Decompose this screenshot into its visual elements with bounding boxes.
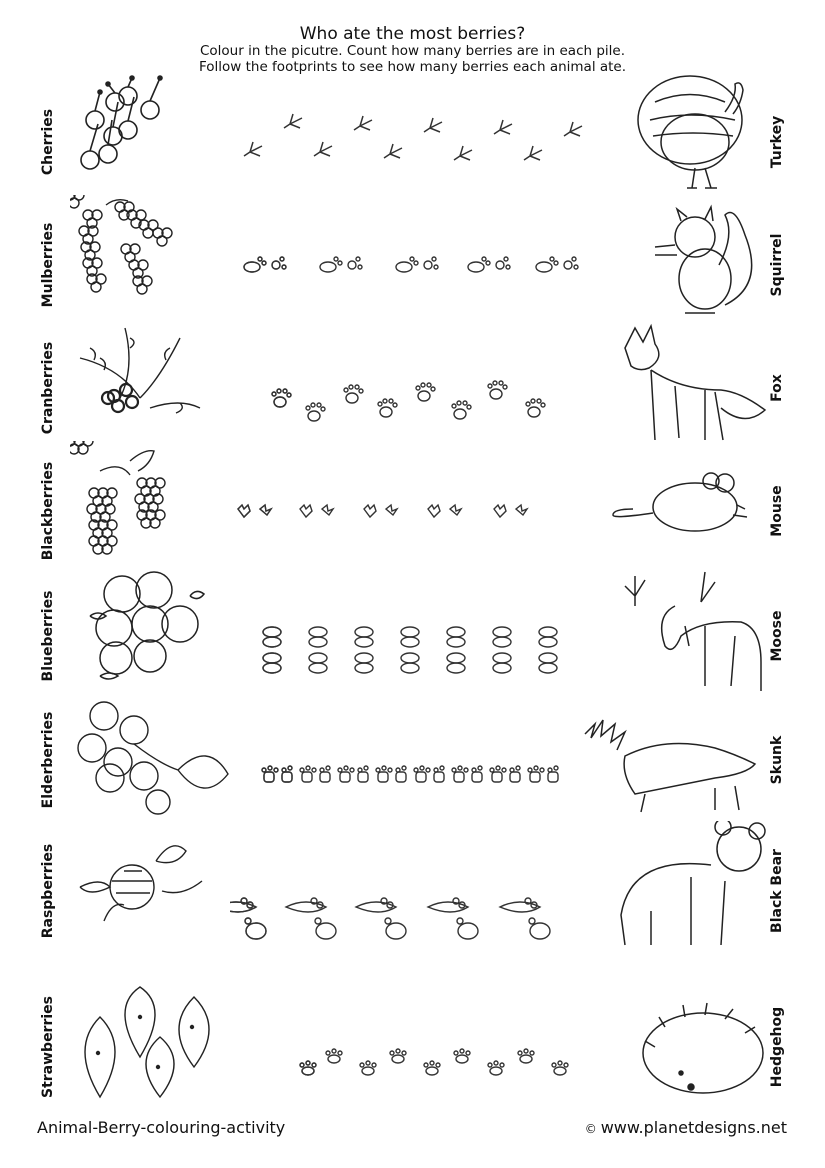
footer-website-text: www.planetdesigns.net: [600, 1118, 787, 1137]
blackbear-illustration: [555, 821, 770, 946]
cranberries-illustration: [70, 318, 235, 443]
mouse-footprints: [230, 441, 590, 566]
skunk-footprints: [230, 690, 590, 815]
copyright-icon: ©: [584, 1122, 597, 1136]
blackberries-illustration: [70, 441, 235, 566]
squirrel-footprints: [230, 195, 590, 320]
mulberries-illustration: [70, 195, 235, 320]
hedgehog-illustration: [555, 977, 770, 1102]
row-cranberries-fox: [0, 318, 825, 443]
mouse-illustration: [555, 441, 770, 566]
row-blackberries-mouse: [0, 441, 825, 566]
label-fox: Fox: [769, 374, 785, 402]
raspberries-illustration: [70, 821, 235, 946]
row-mulberries-squirrel: [0, 195, 825, 320]
cherries-illustration: [70, 72, 235, 197]
row-blueberries-moose: [0, 566, 825, 691]
turkey-footprints: [230, 72, 590, 197]
instruction-line-2: Follow the footprints to see how many berries each animal ate.: [198, 59, 627, 75]
strawberries-illustration: [70, 977, 235, 1102]
skunk-illustration: [555, 690, 770, 815]
row-raspberries-blackbear: [0, 821, 825, 946]
instruction-line-1: Colour in the picutre. Count how many berries are in each pile.: [199, 43, 626, 59]
fox-illustration: [555, 318, 770, 443]
row-cherries-turkey: [0, 72, 825, 197]
label-cranberries: Cranberries: [40, 341, 56, 435]
label-elderberries: Elderberries: [40, 711, 56, 809]
label-blackbear: Black Bear: [769, 849, 785, 933]
label-mulberries: Mulberries: [40, 222, 56, 308]
label-raspberries: Raspberries: [40, 843, 56, 939]
turkey-illustration: [555, 72, 770, 197]
squirrel-illustration: [555, 195, 770, 320]
footer-website: [585, 1118, 787, 1137]
blackbear-footprints: [230, 821, 590, 946]
moose-footprints: [230, 566, 590, 691]
moose-illustration: [555, 566, 770, 691]
label-blueberries: Blueberries: [40, 590, 56, 682]
blueberries-illustration: [70, 566, 235, 691]
label-blackberries: Blackberries: [40, 461, 56, 561]
label-mouse: Mouse: [769, 485, 785, 537]
hedgehog-footprints: [230, 977, 590, 1102]
label-cherries: Cherries: [40, 108, 56, 176]
row-elderberries-skunk: [0, 690, 825, 815]
row-strawberries-hedgehog: [0, 977, 825, 1102]
label-moose: Moose: [769, 610, 785, 662]
elderberries-illustration: [70, 690, 235, 815]
fox-footprints: [230, 318, 590, 443]
label-turkey: Turkey: [769, 115, 785, 169]
footer-activity-name: Animal-Berry-colouring-activity: [37, 1118, 286, 1137]
label-strawberries: Strawberries: [40, 996, 56, 1099]
label-squirrel: Squirrel: [769, 233, 785, 297]
label-skunk: Skunk: [769, 735, 785, 785]
label-hedgehog: Hedgehog: [769, 1006, 785, 1088]
worksheet-title: Who ate the most berries?: [299, 24, 526, 44]
